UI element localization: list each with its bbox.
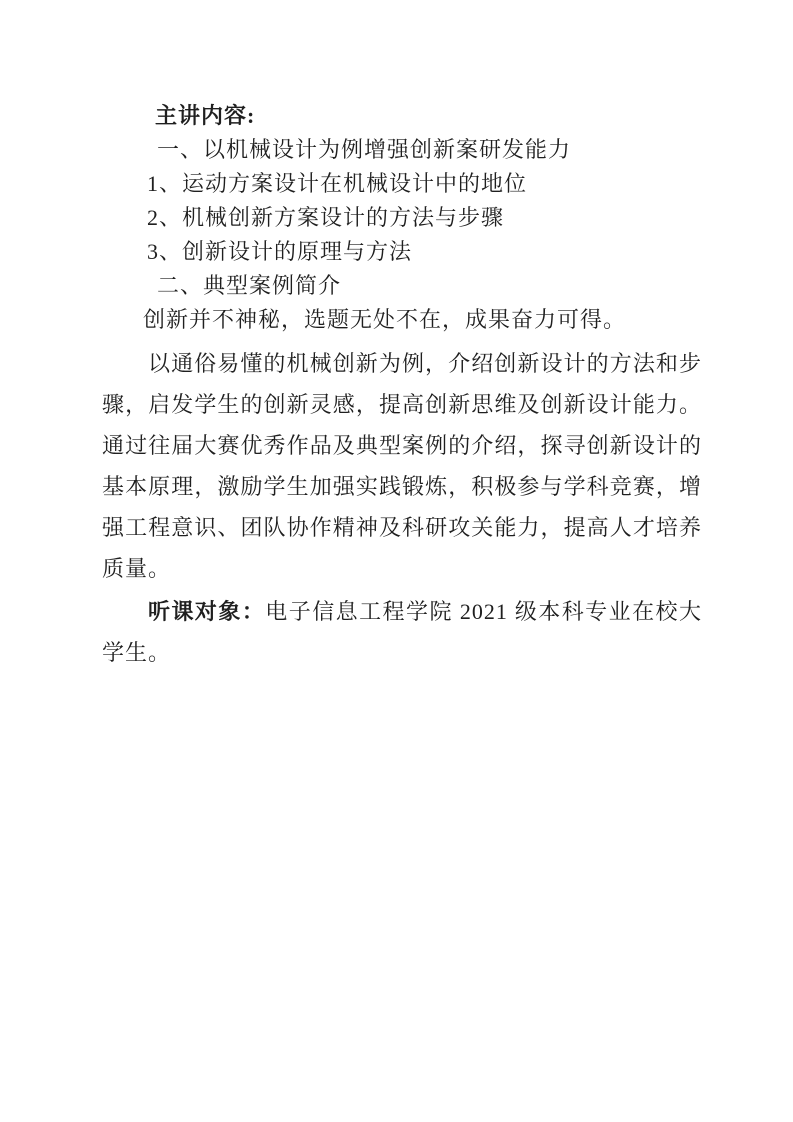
document-content — [102, 99, 702, 673]
audience-text: 电子信息工程学院 2021 级本科专业在校大学生。 — [102, 599, 702, 665]
intro-paragraph: 以通俗易懂的机械创新为例，介绍创新设计的方法和步骤，启发学生的创新灵感，提高创新思维及创新设计能力。通过往届大赛优秀作品及典型案例的介绍，探寻创新设计的基本原理，激励学生加强实践锻炼，积极参与学科竞赛，增强工程意识、团队协作精神及科研攻关能力，提高人才培养质量。 — [102, 351, 702, 581]
audience-label: 听课对象： — [148, 599, 266, 624]
main-content-heading: 主讲内容: — [155, 103, 256, 128]
audience-paragraph — [102, 591, 702, 673]
outline-item-1: 1、运动方案设计在机械设计中的地位 — [147, 171, 528, 196]
outline-item-3: 3、创新设计的原理与方法 — [147, 239, 413, 264]
outline-item-section-2: 二、典型案例简介 — [157, 273, 342, 298]
outline-item-section-1: 一、以机械设计为例增强创新案研发能力 — [157, 137, 572, 162]
outline-item-2: 2、机械创新方案设计的方法与步骤 — [147, 205, 505, 230]
slogan-line: 创新并不神秘，选题无处不在，成果奋力可得。 — [143, 307, 627, 332]
